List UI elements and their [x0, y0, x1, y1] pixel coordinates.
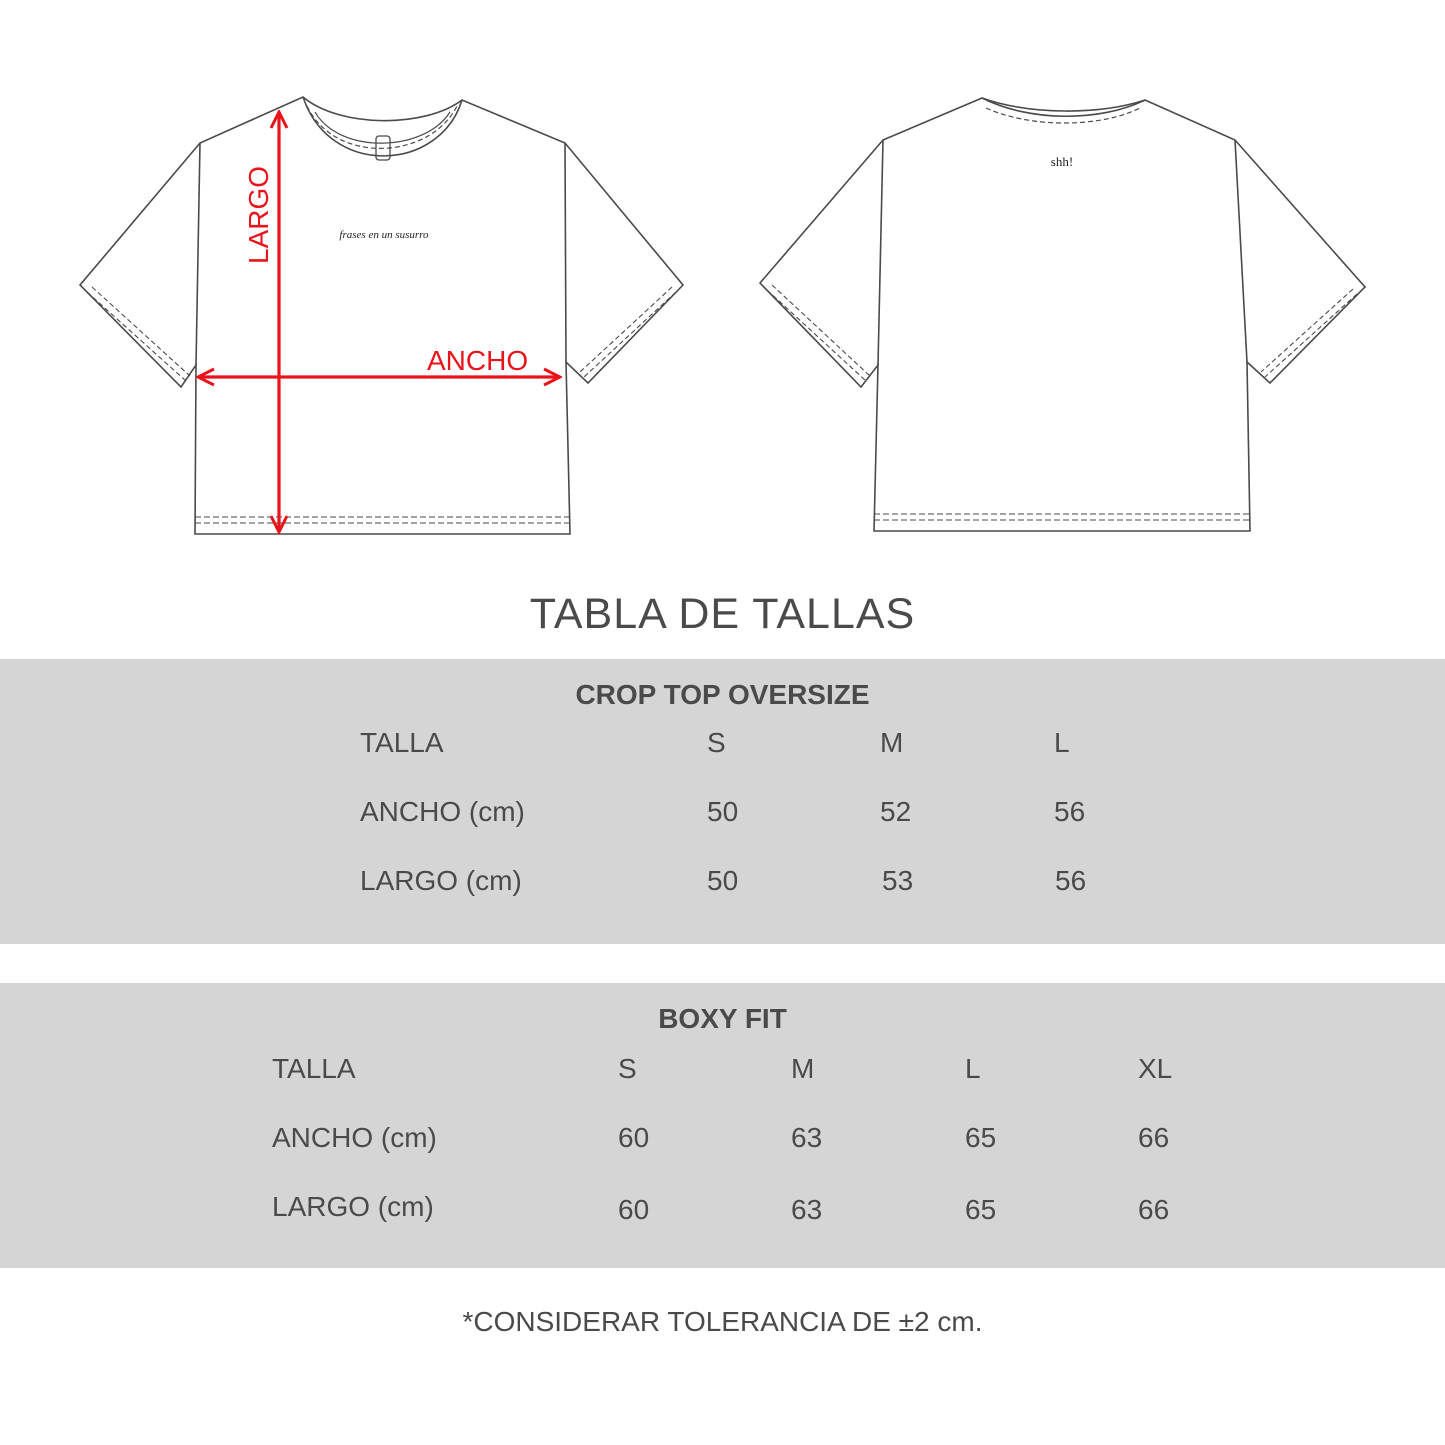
back-print-text: shh!	[1050, 154, 1074, 169]
table-cell: 65	[965, 1194, 997, 1225]
tolerance-note: *CONSIDERAR TOLERANCIA DE ±2 cm.	[462, 1306, 983, 1337]
boxy-fit-table	[0, 983, 1445, 1268]
table-cell: 60	[618, 1194, 650, 1225]
table-cell: 66	[1138, 1122, 1170, 1153]
table-cell: 56	[1055, 865, 1087, 896]
table-cell: 50	[707, 796, 739, 827]
table-header-cell: M	[880, 727, 904, 758]
crop-top-table	[0, 659, 1445, 944]
table-title: CROP TOP OVERSIZE	[575, 679, 870, 710]
table-row-label: ANCHO (cm)	[272, 1122, 437, 1153]
front-shirt	[80, 97, 683, 534]
table-header-cell: L	[1054, 727, 1070, 758]
table-cell: 66	[1138, 1194, 1170, 1225]
page-title: TABLA DE TALLAS	[529, 590, 916, 638]
table-cell: 63	[791, 1194, 823, 1225]
front-print-text: frases en un susurro	[339, 229, 429, 241]
table-header-cell: S	[707, 727, 726, 758]
largo-label: LARGO	[243, 165, 274, 264]
ancho-label: ANCHO	[427, 345, 529, 376]
table-cell: 65	[965, 1122, 997, 1153]
table-cell: 60	[618, 1122, 650, 1153]
table-cell: 63	[791, 1122, 823, 1153]
table-title: BOXY FIT	[658, 1003, 787, 1034]
table-header-cell: TALLA	[360, 727, 444, 758]
table-row-label: ANCHO (cm)	[360, 796, 525, 827]
table-header-cell: TALLA	[272, 1053, 356, 1084]
table-cell: 53	[882, 865, 914, 896]
table-cell: 52	[880, 796, 912, 827]
table-header-cell: M	[791, 1053, 815, 1084]
table-row-label: LARGO (cm)	[360, 865, 522, 896]
table-header-cell: XL	[1138, 1053, 1173, 1084]
table-header-cell: S	[618, 1053, 637, 1084]
shirt-diagrams	[0, 0, 1445, 560]
table-cell: 56	[1054, 796, 1086, 827]
table-row-label: LARGO (cm)	[272, 1191, 434, 1222]
table-cell: 50	[707, 865, 739, 896]
table-header-cell: L	[965, 1053, 981, 1084]
